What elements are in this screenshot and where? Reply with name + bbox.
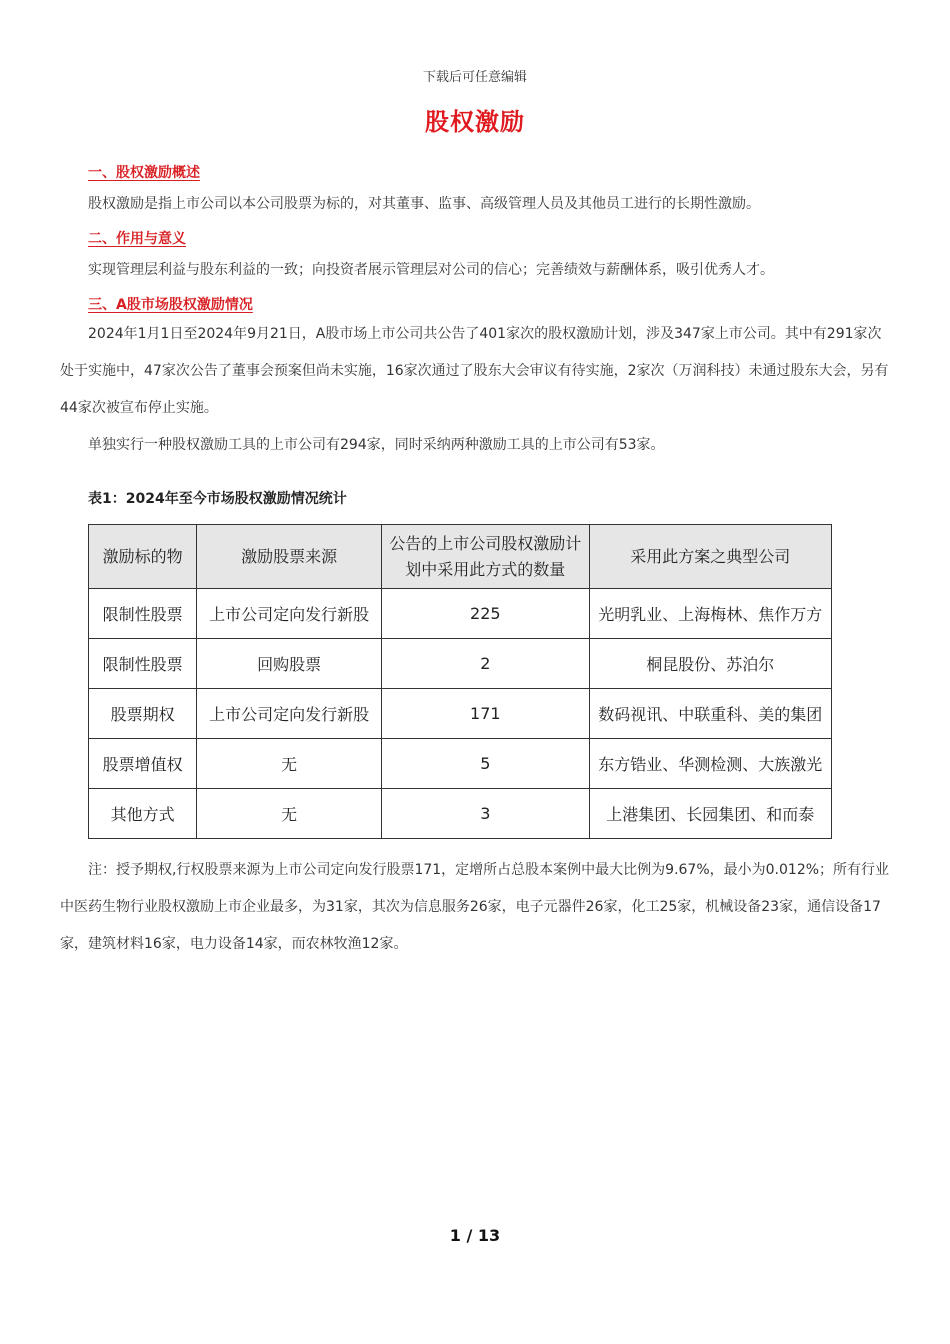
header-cell-target: 激励标的物 [89,525,197,589]
table-cell-source: 无 [197,789,382,839]
table-cell-count: 225 [382,589,589,639]
tools-paragraph: 单独实行一种股权激励工具的上市公司有294家，同时采纳两种激励工具的上市公司有53家。 [88,437,665,453]
table-cell-count: 3 [382,789,589,839]
table-cell-source: 上市公司定向发行新股 [197,589,382,639]
header-cell-companies: 采用此方案之典型公司 [589,525,832,589]
incentive-stats-table [88,524,832,839]
a-share-paragraph: 2024年1月1日至2024年9月21日，A股市场上市公司共公告了401家次的股权激励计划，涉及347家上市公司。其中有291家次处于实施中，47家次公告了董事会预案但尚未实施，16家次通过了股东大会审议有待实施，2家次（万润科技）未通过股东大会，另有44家次被宣布停止实施。 [60,326,889,416]
table-row [89,739,832,789]
page-number: 1 / 13 [449,1226,501,1245]
table-caption: 表1：2024年至今市场股权激励情况统计 [88,491,347,507]
section-heading-a-share: 三、A股市场股权激励情况 [88,297,253,313]
table-row [89,589,832,639]
header-cell-source: 激励股票来源 [197,525,382,589]
table-cell-source: 上市公司定向发行新股 [197,689,382,739]
section-heading-overview: 一、股权激励概述 [88,165,200,181]
table-cell-target: 限制性股票 [89,639,197,689]
table-row [89,639,832,689]
table-cell-companies: 上港集团、长园集团、和而泰 [589,789,832,839]
table-cell-target: 其他方式 [89,789,197,839]
overview-paragraph: 股权激励是指上市公司以本公司股票为标的，对其董事、监事、高级管理人员及其他员工进行的长期性激励。 [88,196,760,212]
purpose-paragraph: 实现管理层利益与股东利益的一致；向投资者展示管理层对公司的信心；完善绩效与薪酬体系，吸引优秀人才。 [88,262,774,278]
table-footnote: 注：授予期权,行权股票来源为上市公司定向发行股票171，定增所占总股本案例中最大比例为9.67%，最小为0.012%；所有行业中医药生物行业股权激励上市企业最多，为31家，其次为信息服务26家，电子元器件26家，化工25家，机械设备23家，通信设备17家，建筑材料16家，电力设备14家，而农林牧渔12家。 [60,862,890,952]
table-cell-companies: 数码视讯、中联重科、美的集团 [589,689,832,739]
table-cell-source: 无 [197,739,382,789]
table-row [89,689,832,739]
table-cell-source: 回购股票 [197,639,382,689]
table-header-row [89,525,832,589]
header-note: 下载后可任意编辑 [422,70,527,85]
table-cell-companies: 桐昆股份、苏泊尔 [589,639,832,689]
table-cell-count: 171 [382,689,589,739]
document-title: 股权激励 [425,108,525,136]
header-cell-count: 公告的上市公司股权激励计划中采用此方式的数量 [382,525,589,589]
table-cell-count: 5 [382,739,589,789]
table-cell-companies: 东方锆业、华测检测、大族激光 [589,739,832,789]
table-cell-count: 2 [382,639,589,689]
table-cell-companies: 光明乳业、上海梅林、焦作万方 [589,589,832,639]
table-cell-target: 限制性股票 [89,589,197,639]
table-cell-target: 股票增值权 [89,739,197,789]
table-cell-target: 股票期权 [89,689,197,739]
table-row [89,789,832,839]
section-heading-purpose: 二、作用与意义 [88,231,186,247]
